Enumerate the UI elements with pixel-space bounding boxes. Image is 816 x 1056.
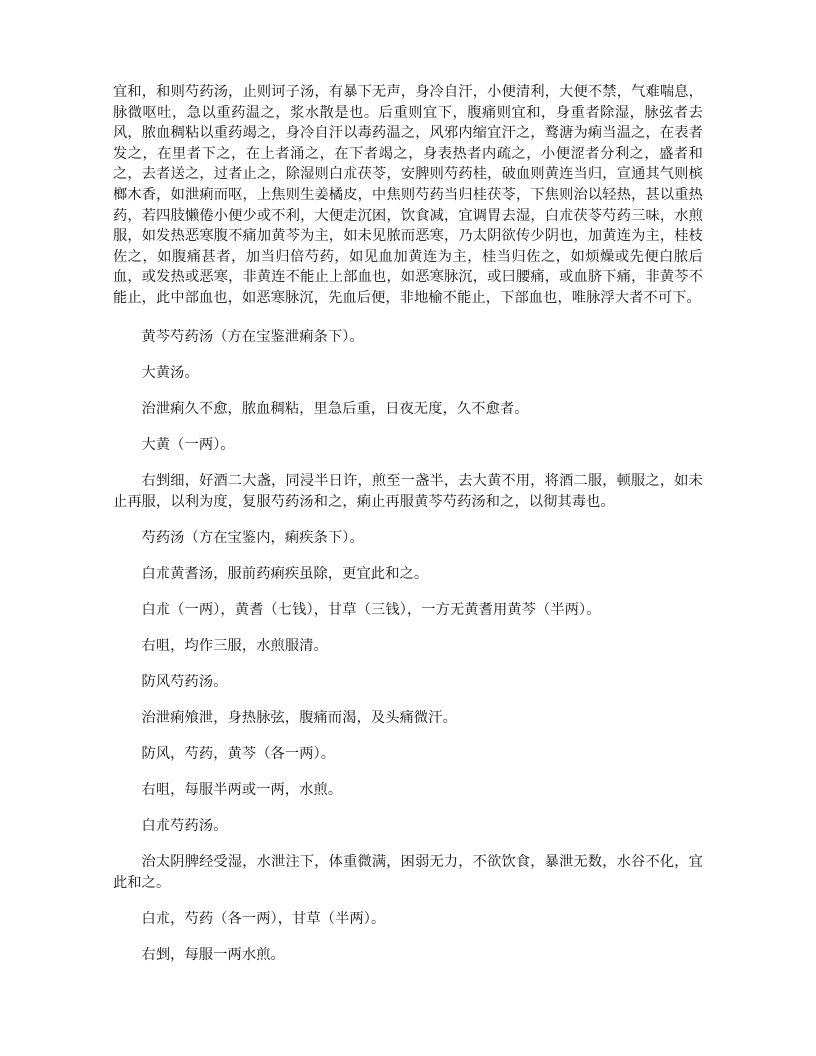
paragraph-3: 大黄汤。: [141, 364, 199, 381]
paragraph-16: 治太阴脾经受湿，水泄注下，体重微满，困弱无力，不欲饮食，暴泄无数，水谷不化，宜此和之。: [113, 854, 703, 892]
paragraph-6: 右剉细，好酒二大盏，同浸半日许，煎至一盏半，去大黄不用，将酒二服，顿服之，如未止再服，以利为度，复服芍药汤和之，痢止再服黄芩芍药汤和之，以彻其毒也。: [113, 472, 703, 510]
paragraph-13: 防风，芍药，黄芩（各一两）。: [141, 746, 336, 763]
paragraph-18: 右剉，每服一两水煎。: [141, 947, 285, 964]
paragraph-15: 白朮芍药汤。: [141, 818, 228, 835]
paragraph-11: 防风芍药汤。: [141, 673, 228, 690]
paragraph-5: 大黄（一两）。: [141, 436, 235, 453]
paragraph-7: 芍药汤（方在宝鉴内，痢疾条下）。: [141, 529, 364, 546]
paragraph-12: 治泄痢飧泄，身热脉弦，腹痛而渴，及头痛微汗。: [141, 710, 457, 727]
paragraph-17: 白朮，芍药（各一两），甘草（半两）。: [141, 911, 386, 928]
paragraph-9: 白朮（一两），黄耆（七钱），甘草（三钱），一方无黄耆用黄芩（半两）。: [141, 601, 601, 618]
paragraph-10: 右咀，均作三服，水煎服清。: [141, 637, 328, 654]
paragraph-4: 治泄痢久不愈，脓血稠粘，里急后重，日夜无度，久不愈者。: [141, 400, 529, 417]
paragraph-14: 右咀，每服半两或一两，水煎。: [141, 782, 343, 799]
paragraph-8: 白朮黄耆汤，服前药痢疾虽除，更宜此和之。: [141, 565, 429, 582]
paragraph-2: 黄芩芍药汤（方在宝鉴泄痢条下）。: [141, 328, 364, 345]
paragraph-1: 宜和，和则芍药汤，止则诃子汤，有暴下无声，身冷自汗，小便清利，大便不禁，气难喘息，脉微呕吐，急以重药温之，浆水散是也。后重则宜下，腹痛则宜和，身重者除湿，脉弦者去风，脓血稠粘以重药竭之，身冷自汗以毒药温之，风邪内缩宜汗之，鹜溏为痢当温之，在表者发之，在里者下之，在上者涌之，在下者竭之，身表热者内疏之，小便涩者分利之，盛者和之，去者送之，过者止之，除湿则白朮茯苓，安脾则芍药桂，破血则黄连当归，宣通其气则槟榔木香，如泄痢而呕，上焦则生姜橘皮，中焦则芍药当归桂茯苓，下焦则治以轻热，甚以重热药，若四肢懒倦小便少或不利，大便走沉困，饮食减，宜调胃去湿，白朮茯苓芍药三味，水煎服，如发热恶寒腹不痛加黄芩为主，如未见脓而恶寒，乃太阴欲传少阴也，加黄连为主，桂枝佐之，如腹痛甚者，加当归倍芍药，如见血加黄连为主，桂当归佐之，如烦燥或先便白脓后血，或发热或恶寒，非黄连不能止上部血也，如恶寒脉沉，或曰腰痛，或血脐下痛，非黄芩不能止，此中部血也，如恶寒脉沉，先血后便，非地榆不能止，下部血也，唯脉浮大者不可下。: [113, 84, 703, 306]
document-text-body: [113, 82, 703, 981]
